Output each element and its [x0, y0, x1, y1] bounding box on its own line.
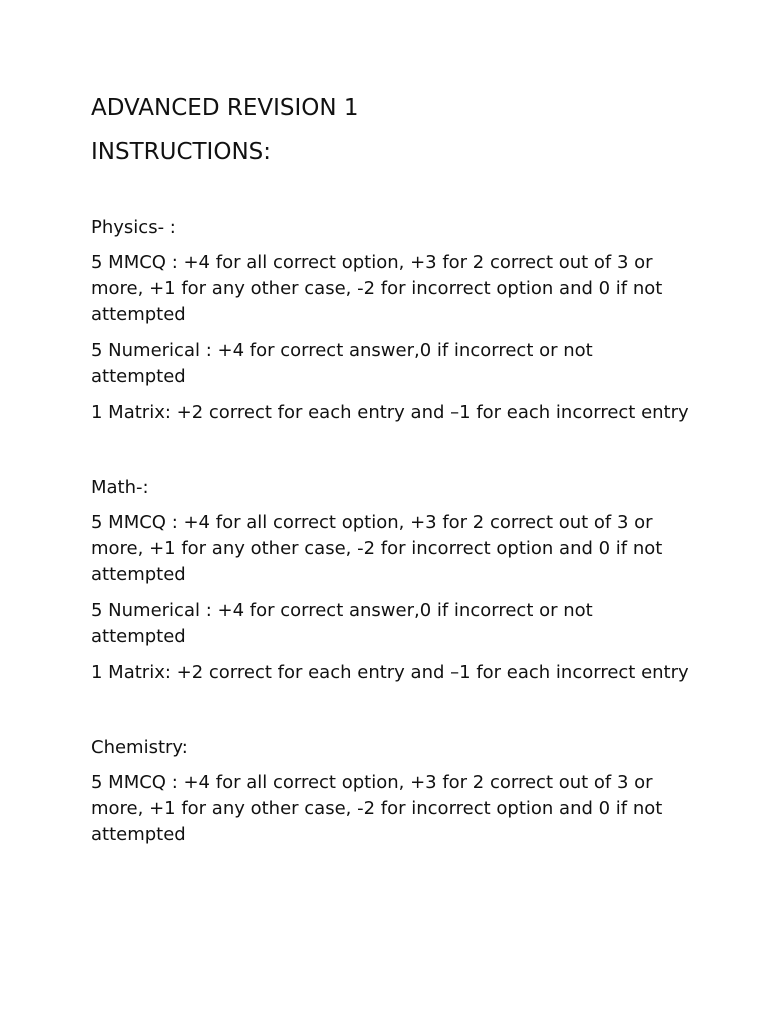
math-numerical-rule: 5 Numerical : +4 for correct answer,0 if incorrect or not attempted	[91, 600, 593, 647]
math-heading: Math-:	[91, 477, 149, 498]
math-matrix-rule: 1 Matrix: +2 correct for each entry and –1 for each incorrect entry	[91, 662, 689, 683]
physics-matrix-rule: 1 Matrix: +2 correct for each entry and –1 for each incorrect entry	[91, 402, 689, 423]
instructions-heading: INSTRUCTIONS:	[91, 139, 272, 165]
document-page	[91, 94, 691, 858]
chemistry-section	[91, 735, 691, 848]
physics-heading: Physics- :	[91, 217, 176, 238]
physics-numerical-rule: 5 Numerical : +4 for correct answer,0 if incorrect or not attempted	[91, 340, 593, 387]
physics-section	[91, 215, 691, 426]
chemistry-heading: Chemistry:	[91, 737, 188, 758]
document-title: ADVANCED REVISION 1	[91, 95, 359, 121]
math-section	[91, 475, 691, 686]
physics-mmcq-rule: 5 MMCQ : +4 for all correct option, +3 for 2 correct out of 3 or more, +1 for any other case, -2 for incorrect option and 0 if not attempted	[91, 252, 663, 325]
chemistry-mmcq-rule: 5 MMCQ : +4 for all correct option, +3 for 2 correct out of 3 or more, +1 for any other case, -2 for incorrect option and 0 if not attempted	[91, 772, 663, 845]
math-mmcq-rule: 5 MMCQ : +4 for all correct option, +3 for 2 correct out of 3 or more, +1 for any other case, -2 for incorrect option and 0 if not attempted	[91, 512, 663, 585]
